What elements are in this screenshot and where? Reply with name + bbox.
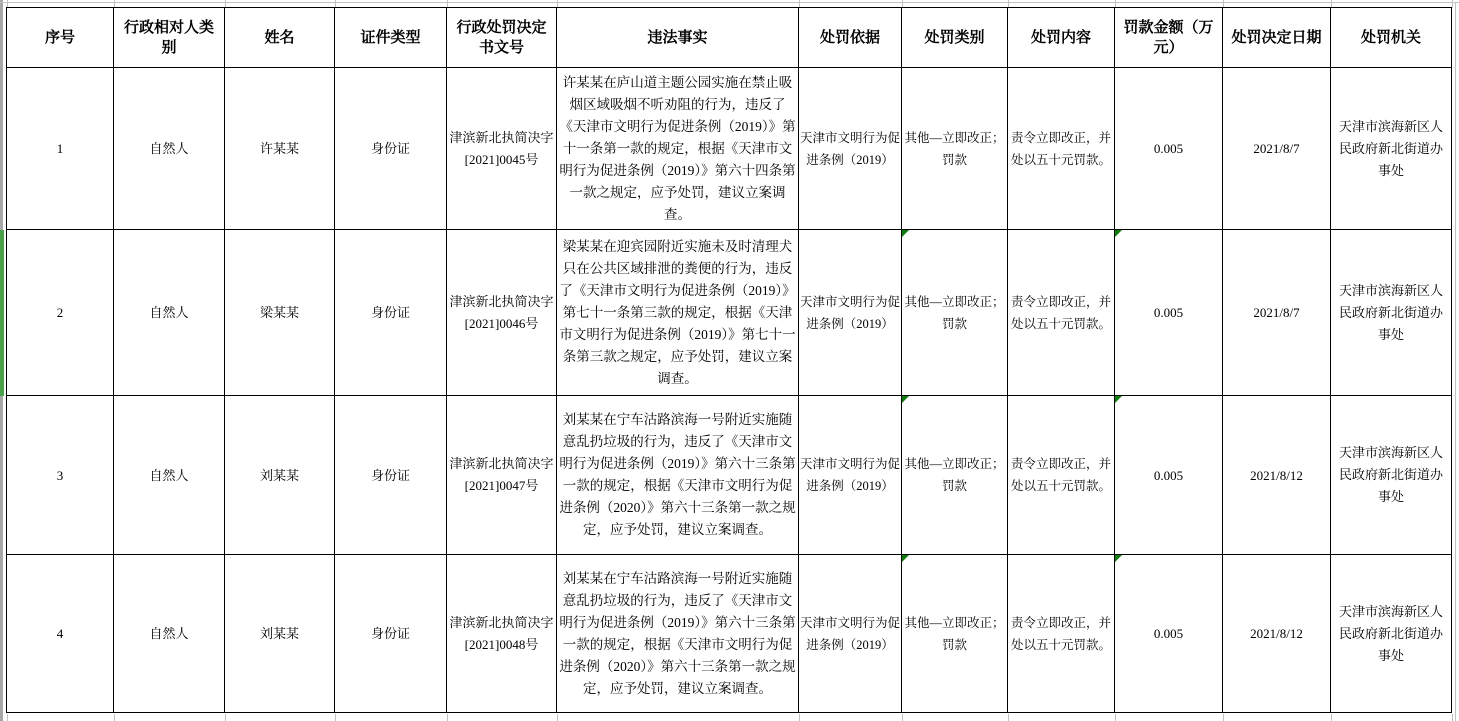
error-marker-triangle-icon [902,230,909,237]
cell-authority[interactable]: 天津市滨海新区人民政府新北街道办事处 [1331,396,1452,555]
cell-party_type[interactable]: 自然人 [114,555,225,713]
header-cell-amount[interactable]: 罚款金额（万元） [1115,8,1223,68]
cell-id_type[interactable]: 身份证 [335,555,447,713]
cell-content[interactable]: 责令立即改正，并处以五十元罚款。 [1008,230,1115,396]
table-header [7,8,1452,68]
partial-gridline [225,714,226,721]
cell-facts[interactable]: 梁某某在迎宾园附近实施未及时清理犬只在公共区域排泄的粪便的行为，违反了《天津市文明行为促进条例（2019）》第七十一条第三款的规定，根据《天津市文明行为促进条例（2019）》第七十一条第三款之规定，应予处罚，建议立案调查。 [557,230,799,396]
partial-gridline [1008,714,1009,721]
error-marker-triangle-icon [902,555,909,562]
cell-doc_no[interactable]: 津滨新北执简决字[2021]0048号 [447,555,557,713]
header-cell-authority[interactable]: 处罚机关 [1331,8,1452,68]
partial-gridline [557,714,558,721]
cell-content[interactable]: 责令立即改正，并处以五十元罚款。 [1008,396,1115,555]
cell-date[interactable]: 2021/8/12 [1223,396,1331,555]
cell-authority[interactable]: 天津市滨海新区人民政府新北街道办事处 [1331,230,1452,396]
partial-gridline [1115,714,1116,721]
cell-seq[interactable]: 2 [7,230,114,396]
partial-gridline [1452,714,1453,721]
cell-facts[interactable]: 刘某某在宁车沽路滨海一号附近实施随意乱扔垃圾的行为，违反了《天津市文明行为促进条例（2019）》第六十三条第一款的规定，根据《天津市文明行为促进条例（2020）》第六十三条第一款之规定，应予处罚，建议立案调查。 [557,396,799,555]
cell-category[interactable]: 其他—立即改正；罚款 [902,396,1008,555]
cell-doc_no[interactable]: 津滨新北执简决字[2021]0047号 [447,396,557,555]
table-row [7,68,1452,230]
cell-content[interactable]: 责令立即改正，并处以五十元罚款。 [1008,555,1115,713]
cell-amount[interactable]: 0.005 [1115,68,1223,230]
error-marker-triangle-icon [1115,396,1122,403]
error-marker-triangle-icon [1115,555,1122,562]
header-cell-date[interactable]: 处罚决定日期 [1223,8,1331,68]
header-cell-doc_no[interactable]: 行政处罚决定书文号 [447,8,557,68]
header-cell-id_type[interactable]: 证件类型 [335,8,447,68]
table-row [7,396,1452,555]
cell-amount[interactable]: 0.005 [1115,230,1223,396]
gridline-top [0,2,1459,3]
table-body [7,68,1452,713]
cell-date[interactable]: 2021/8/7 [1223,230,1331,396]
cell-basis[interactable]: 天津市文明行为促进条例（2019） [799,230,902,396]
cell-party_type[interactable]: 自然人 [114,68,225,230]
table-row [7,230,1452,396]
cell-basis[interactable]: 天津市文明行为促进条例（2019） [799,555,902,713]
cell-facts[interactable]: 刘某某在宁车沽路滨海一号附近实施随意乱扔垃圾的行为，违反了《天津市文明行为促进条例（2019）》第六十三条第一款的规定，根据《天津市文明行为促进条例（2020）》第六十三条第一款之规定，应予处罚，建议立案调查。 [557,555,799,713]
header-cell-category[interactable]: 处罚类别 [902,8,1008,68]
partial-gridline [1223,714,1224,721]
cell-seq[interactable]: 4 [7,555,114,713]
table-row [7,555,1452,713]
header-cell-name[interactable]: 姓名 [225,8,335,68]
cell-party_type[interactable]: 自然人 [114,396,225,555]
header-cell-content[interactable]: 处罚内容 [1008,8,1115,68]
cell-date[interactable]: 2021/8/12 [1223,555,1331,713]
partial-gridline [902,714,903,721]
cell-authority[interactable]: 天津市滨海新区人民政府新北街道办事处 [1331,68,1452,230]
cell-id_type[interactable]: 身份证 [335,230,447,396]
cell-category[interactable]: 其他—立即改正；罚款 [902,230,1008,396]
header-cell-facts[interactable]: 违法事实 [557,8,799,68]
cell-party_type[interactable]: 自然人 [114,230,225,396]
cell-category[interactable]: 其他—立即改正；罚款 [902,555,1008,713]
cell-date[interactable]: 2021/8/7 [1223,68,1331,230]
cell-amount[interactable]: 0.005 [1115,555,1223,713]
header-cell-seq[interactable]: 序号 [7,8,114,68]
cell-facts[interactable]: 许某某在庐山道主题公园实施在禁止吸烟区域吸烟不听劝阻的行为，违反了《天津市文明行为促进条例（2019）》第十一条第一款的规定，根据《天津市文明行为促进条例（2019）》第六十四条第一款之规定，应予处罚，建议立案调查。 [557,68,799,230]
cell-name[interactable]: 刘某某 [225,396,335,555]
cell-amount[interactable]: 0.005 [1115,396,1223,555]
partial-gridline [799,714,800,721]
cell-doc_no[interactable]: 津滨新北执简决字[2021]0046号 [447,230,557,396]
partial-gridline [114,714,115,721]
cell-name[interactable]: 梁某某 [225,230,335,396]
cell-category[interactable]: 其他—立即改正；罚款 [902,68,1008,230]
cell-id_type[interactable]: 身份证 [335,68,447,230]
partial-gridline [7,714,8,721]
cell-name[interactable]: 刘某某 [225,555,335,713]
penalty-table [6,7,1452,713]
partial-gridline [1331,714,1332,721]
partial-gridline [447,714,448,721]
partial-gridline [1452,0,1453,8]
cell-basis[interactable]: 天津市文明行为促进条例（2019） [799,68,902,230]
cell-seq[interactable]: 3 [7,396,114,555]
cell-name[interactable]: 许某某 [225,68,335,230]
cell-seq[interactable]: 1 [7,68,114,230]
cell-basis[interactable]: 天津市文明行为促进条例（2019） [799,396,902,555]
gridline-right [1455,2,1456,721]
cell-authority[interactable]: 天津市滨海新区人民政府新北街道办事处 [1331,555,1452,713]
partial-gridline [335,714,336,721]
cell-id_type[interactable]: 身份证 [335,396,447,555]
error-marker-triangle-icon [1115,230,1122,237]
error-marker-triangle-icon [902,396,909,403]
header-cell-basis[interactable]: 处罚依据 [799,8,902,68]
cell-content[interactable]: 责令立即改正，并处以五十元罚款。 [1008,68,1115,230]
header-row [7,8,1452,68]
header-cell-party_type[interactable]: 行政相对人类别 [114,8,225,68]
cell-doc_no[interactable]: 津滨新北执简决字[2021]0045号 [447,68,557,230]
active-row-indicator [0,230,4,396]
